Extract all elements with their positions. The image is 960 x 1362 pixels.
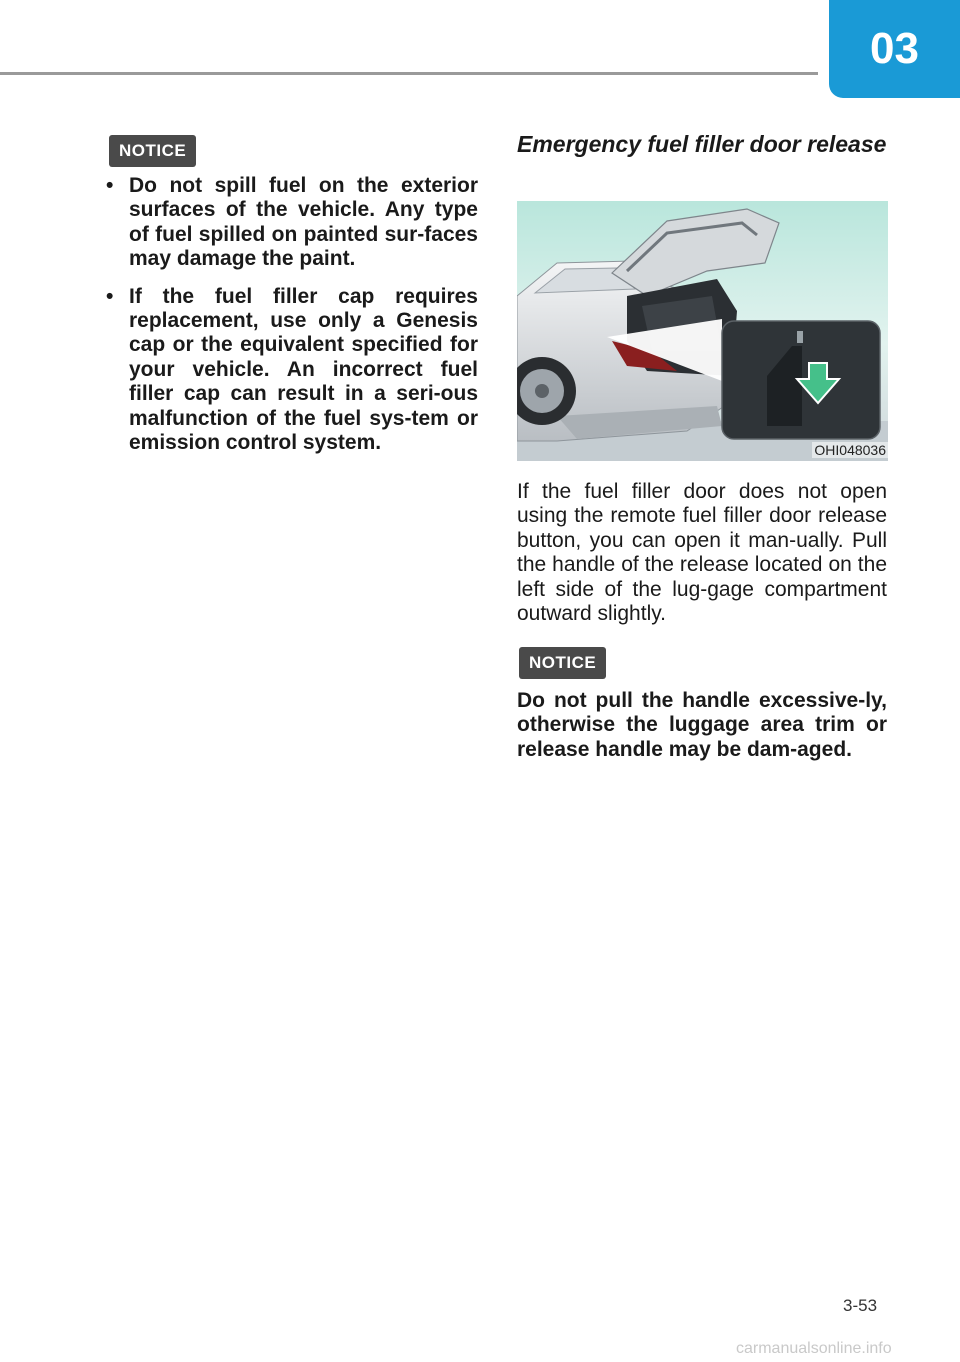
notice-paragraph: Do not pull the handle excessive-ly, otherwise the luggage area trim or release handle may be dam-aged. bbox=[517, 689, 887, 761]
notice-list bbox=[100, 174, 478, 468]
notice-label: NOTICE bbox=[529, 653, 597, 672]
page-number: 3-53 bbox=[843, 1296, 878, 1315]
body-paragraph: If the fuel filler door does not open using the remote fuel filler door release button, you can open it man-ually. Pull the handle of the release located on the left side of the lug-gage compartment outward slightly. bbox=[517, 480, 887, 626]
bullet-text: Do not spill fuel on the exterior surfaces of the vehicle. Any type of fuel spilled on painted sur-faces may damage the paint. bbox=[129, 174, 478, 271]
bullet-text: If the fuel filler cap requires replacement, use only a Genesis cap or the equivalent specified for your vehicle. An incorrect fuel filler cap can result in a seri-ous malfunction of the fuel sys-tem or emission control system. bbox=[129, 284, 478, 455]
chapter-number: 03 bbox=[870, 24, 919, 73]
bullet-icon: • bbox=[106, 174, 114, 197]
watermark: carmanualsonline.info bbox=[736, 1340, 892, 1357]
header-rule bbox=[0, 72, 818, 75]
notice-badge bbox=[519, 647, 606, 679]
trunk-release-illustration bbox=[517, 201, 888, 461]
bullet-icon: • bbox=[106, 284, 114, 308]
notice-badge bbox=[109, 135, 196, 167]
section-heading: Emergency fuel filler door release bbox=[517, 131, 887, 157]
list-item bbox=[100, 285, 478, 456]
notice-label: NOTICE bbox=[119, 141, 187, 160]
chapter-tab bbox=[829, 0, 960, 98]
list-item bbox=[100, 174, 478, 272]
figure-code: OHI048036 bbox=[814, 442, 886, 458]
car-trunk-image bbox=[517, 201, 888, 461]
